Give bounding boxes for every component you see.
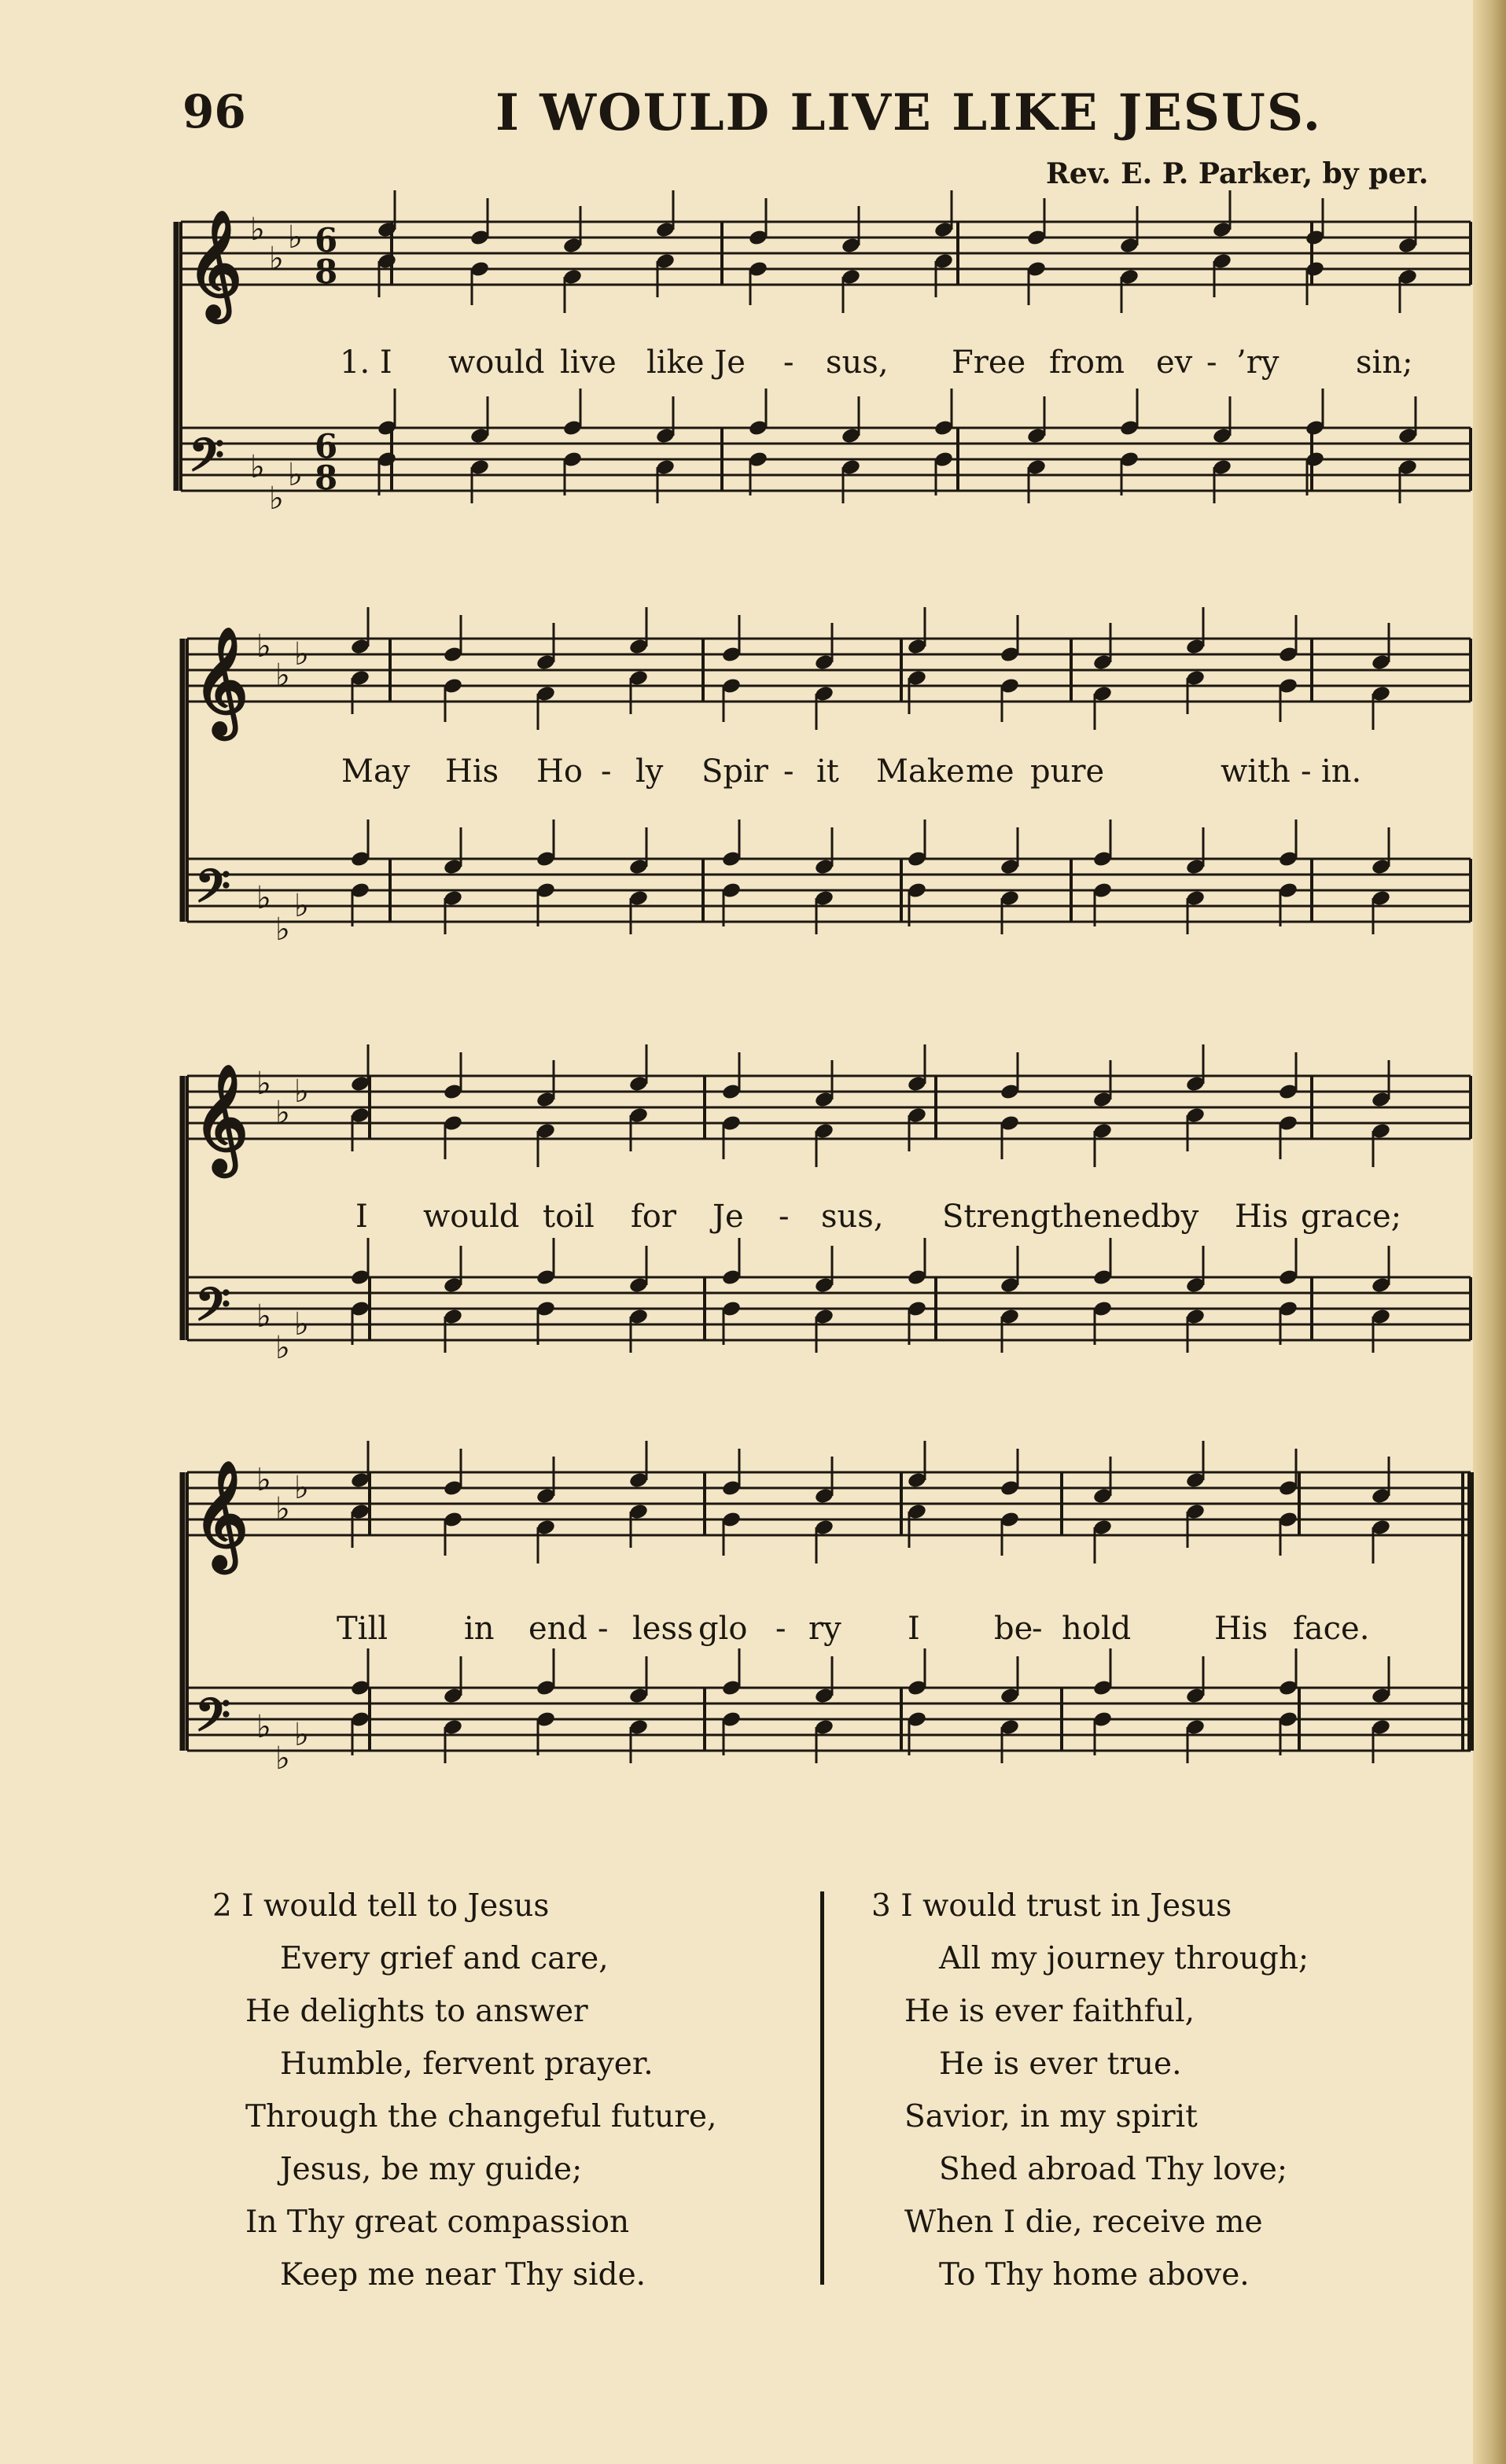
flat-icon: ♭ [294,635,309,672]
flat-icon: ♭ [256,1298,271,1335]
lyric-syllable: - [1301,753,1312,790]
lyric-syllable: ev [1156,344,1193,381]
lyric-syllable: by [1161,1199,1199,1235]
flat-icon: ♭ [256,1461,271,1498]
lyric-syllable: sus, [826,344,889,381]
lyric-syllable: pure [1030,753,1105,790]
treble-clef-icon: 𝄞 [193,1063,249,1172]
verse-number: 2 [212,1888,232,1924]
lyric-syllable: glo [698,1611,748,1647]
verse-line: Humble, fervent prayer. [280,2046,654,2082]
lyric-syllable: for [631,1199,677,1235]
verse-2 [212,1880,716,2301]
lyric-syllable: sin; [1356,344,1413,381]
verse-line: Shed abroad Thy love; [939,2152,1287,2187]
bass-clef-icon: 𝄢 [195,859,231,924]
verse-line: He is ever true. [939,2046,1182,2082]
lyric-syllable: - [783,753,794,790]
flat-icon: ♭ [275,1329,290,1366]
treble-clef-icon: 𝄞 [187,208,242,318]
lyric-syllable: like Je [646,344,746,381]
verse-line: Jesus, be my guide; [280,2152,583,2187]
verse-divider [820,1891,824,2285]
lyric-syllable: would [423,1199,520,1235]
flat-icon: ♭ [256,879,271,916]
lyric-syllable: hold [1062,1611,1132,1647]
lyric-syllable: it [816,753,839,790]
verse-line: I would trust in Jesus [900,1888,1232,1924]
verse-number: 3 [871,1888,891,1924]
lyric-syllable: - [1206,344,1217,381]
lyric-syllable: I [355,1199,368,1235]
lyric-syllable: Je [712,1199,744,1235]
flat-icon: ♭ [294,1469,309,1506]
lyric-syllable: grace; [1301,1199,1402,1235]
bass-clef-icon: 𝄢 [189,428,225,493]
flat-icon: ♭ [275,1740,290,1777]
verse-line: To Thy home above. [939,2257,1250,2293]
attribution: Rev. E. P. Parker, by per. [1046,157,1429,190]
lyric-syllable: Make [876,753,965,790]
lyric-syllable: Strengthened [942,1199,1162,1235]
verse-line: All my journey through; [939,1941,1309,1976]
flat-icon: ♭ [288,456,303,493]
flat-icon: ♭ [256,628,271,665]
lyric-syllable: ry [808,1611,841,1647]
treble-clef-icon: 𝄞 [193,625,249,735]
flat-icon: ♭ [275,657,290,694]
lyric-syllable: - [1032,1611,1043,1647]
flat-icon: ♭ [250,448,265,485]
hymn-title: I WOULD LIVE LIKE JESUS. [495,83,1323,142]
lyric-syllable: less [632,1611,694,1647]
flat-icon: ♭ [275,1094,290,1131]
flat-icon: ♭ [294,1073,309,1110]
lyric-syllable: I [908,1611,920,1647]
lyric-syllable: His [1214,1611,1269,1647]
time-signature-bottom: 8 [315,252,338,291]
lyric-syllable: - [783,344,794,381]
flat-icon: ♭ [269,240,284,277]
time-signature-bottom: 8 [315,459,338,497]
page-number: 96 [182,85,246,138]
lyric-syllable: - [775,1611,786,1647]
lyric-syllable: in [464,1611,495,1647]
bass-clef-icon: 𝄢 [195,1688,231,1753]
flat-icon: ♭ [256,1708,271,1745]
verse-line: Keep me near Thy side. [280,2257,646,2293]
lyric-syllable: toil [543,1199,595,1235]
time-signature-top: 6 [315,427,338,466]
lyric-syllable: Spir [701,753,768,790]
lyric-syllable: May [341,753,411,790]
lyric-syllable: from [1049,344,1125,381]
verse-line: Every grief and care, [280,1941,609,1976]
lyric-syllable: be [994,1611,1033,1647]
lyric-syllable: me [966,753,1014,790]
verse-line: When I die, receive me [904,2204,1263,2240]
flat-icon: ♭ [275,1490,290,1527]
lyric-syllable: Free [952,344,1026,381]
lyric-syllable: with [1221,753,1291,790]
treble-clef-icon: 𝄞 [193,1459,249,1568]
flat-icon: ♭ [256,1065,271,1102]
flat-icon: ♭ [294,1716,309,1753]
flat-icon: ♭ [250,211,265,248]
lyric-syllable: face. [1293,1611,1370,1647]
verse-line: He is ever faithful, [904,1994,1195,2029]
time-signature-top: 6 [315,221,338,260]
verse-line: Through the changeful future, [245,2099,717,2134]
lyric-syllable: in. [1321,753,1362,790]
lyric-syllable: 1. I [340,344,392,381]
verse-line: I would tell to Jesus [241,1888,550,1924]
verse-3 [871,1880,1309,2301]
lyric-syllable: would [448,344,545,381]
lyric-syllable: His [445,753,499,790]
lyric-syllable: - [598,1611,609,1647]
lyric-syllable: Till [337,1611,388,1647]
verse-line: In Thy great compassion [245,2204,630,2240]
lyric-syllable: Ho [536,753,583,790]
flat-icon: ♭ [294,887,309,924]
flat-icon: ♭ [294,1306,309,1342]
verse-line: Savior, in my spirit [904,2099,1198,2134]
lyric-syllable: sus, [821,1199,884,1235]
flat-icon: ♭ [288,219,303,256]
lyric-syllable: live [560,344,617,381]
flat-icon: ♭ [275,911,290,948]
lyric-syllable: end [528,1611,588,1647]
flat-icon: ♭ [269,480,284,517]
lyric-syllable: ly [635,753,664,790]
bass-clef-icon: 𝄢 [195,1277,231,1342]
lyric-syllable: - [601,753,612,790]
lyric-syllable: - [779,1199,790,1235]
lyric-syllable: ’ry [1236,344,1280,381]
lyric-syllable: His [1235,1199,1289,1235]
verse-line: He delights to answer [245,1994,588,2029]
